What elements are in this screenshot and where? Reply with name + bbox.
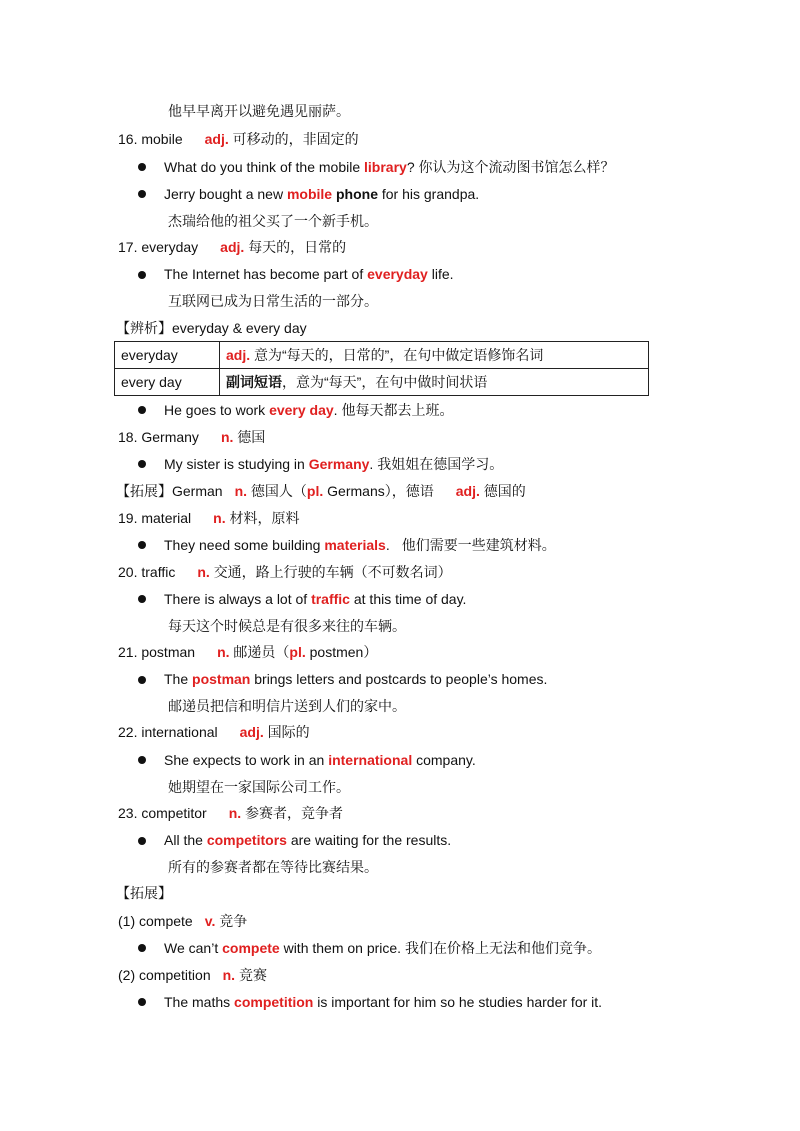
extension-entry-1: (1) compete v. 竞争 <box>118 913 248 929</box>
vocab-entry-16: 16. mobile adj. 可移动的，非固定的 <box>118 131 359 147</box>
translation-line: 互联网已成为日常生活的一部分。 <box>168 293 378 309</box>
vocab-entry-17: 17. everyday adj. 每天的，日常的 <box>118 239 347 255</box>
example-sentence: What do you think of the mobile library? 你认为这个流动图书馆怎么样？ <box>164 159 615 175</box>
bullet-icon <box>138 756 146 764</box>
bullet-icon <box>138 944 146 952</box>
vocab-entry-18: 18. Germany n. 德国 <box>118 429 266 445</box>
translation-line: 每天这个时候总是有很多来往的车辆。 <box>168 618 406 634</box>
extension-entry-2: (2) competition n. 竞赛 <box>118 967 267 983</box>
bullet-icon <box>138 676 146 684</box>
example-sentence: He goes to work every day. 他每天都去上班。 <box>164 402 454 418</box>
table-row <box>115 342 649 369</box>
example-sentence: There is always a lot of traffic at this time of day. <box>164 591 467 607</box>
vocab-entry-20: 20. traffic n. 交通，路上行驶的车辆（不可数名词） <box>118 564 452 580</box>
vocab-entry-19: 19. material n. 材料，原料 <box>118 510 300 526</box>
example-sentence: My sister is studying in Germany. 我姐姐在德国学习。 <box>164 456 504 472</box>
table-cell: every day <box>115 369 220 396</box>
extension-heading: 【拓展】 <box>116 885 172 901</box>
example-sentence: All the competitors are waiting for the results. <box>164 832 452 848</box>
bullet-icon <box>138 595 146 603</box>
translation-line: 邮递员把信和明信片送到人们的家中。 <box>168 698 406 714</box>
bullet-icon <box>138 163 146 171</box>
vocab-entry-23: 23. competitor n. 参赛者，竞争者 <box>118 805 344 821</box>
bullet-icon <box>138 837 146 845</box>
table-row <box>115 369 649 396</box>
example-sentence: The maths competition is important for him so he studies harder for it. <box>164 994 603 1010</box>
vocab-entry-22: 22. international adj. 国际的 <box>118 724 310 740</box>
translation-line: 所有的参赛者都在等待比赛结果。 <box>168 859 378 875</box>
table-cell: adj. 意为“每天的，日常的”，在句中做定语修饰名词 <box>220 342 649 369</box>
translation-line: 杰瑞给他的祖父买了一个新手机。 <box>168 213 378 229</box>
vocab-entry-21: 21. postman n. 邮递员（pl. postmen） <box>118 644 378 660</box>
table-cell: everyday <box>115 342 220 369</box>
translation-line: 她期望在一家国际公司工作。 <box>168 779 350 795</box>
extension-line: 【拓展】German n. 德国人（pl. Germans），德语 adj. 德国的 <box>116 483 526 499</box>
bullet-icon <box>138 998 146 1006</box>
analysis-heading: 【辨析】everyday & every day <box>116 320 307 336</box>
example-sentence: She expects to work in an international company. <box>164 752 476 768</box>
bullet-icon <box>138 406 146 414</box>
bullet-icon <box>138 460 146 468</box>
bullet-icon <box>138 190 146 198</box>
comparison-table <box>114 341 649 396</box>
bullet-icon <box>138 271 146 279</box>
bullet-icon <box>138 541 146 549</box>
example-sentence: The postman brings letters and postcards to people’s homes. <box>164 671 548 687</box>
translation-line: 他早早离开以避免遇见丽萨。 <box>168 103 350 119</box>
table-cell: 副词短语，意为“每天”，在句中做时间状语 <box>220 369 649 396</box>
example-sentence: We can’t compete with them on price. 我们在价格上无法和他们竞争。 <box>164 940 601 956</box>
example-sentence: Jerry bought a new mobile phone for his grandpa. <box>164 186 480 202</box>
example-sentence: They need some building materials. 他们需要一些建筑材料。 <box>164 537 556 553</box>
example-sentence: The Internet has become part of everyday life. <box>164 266 454 282</box>
